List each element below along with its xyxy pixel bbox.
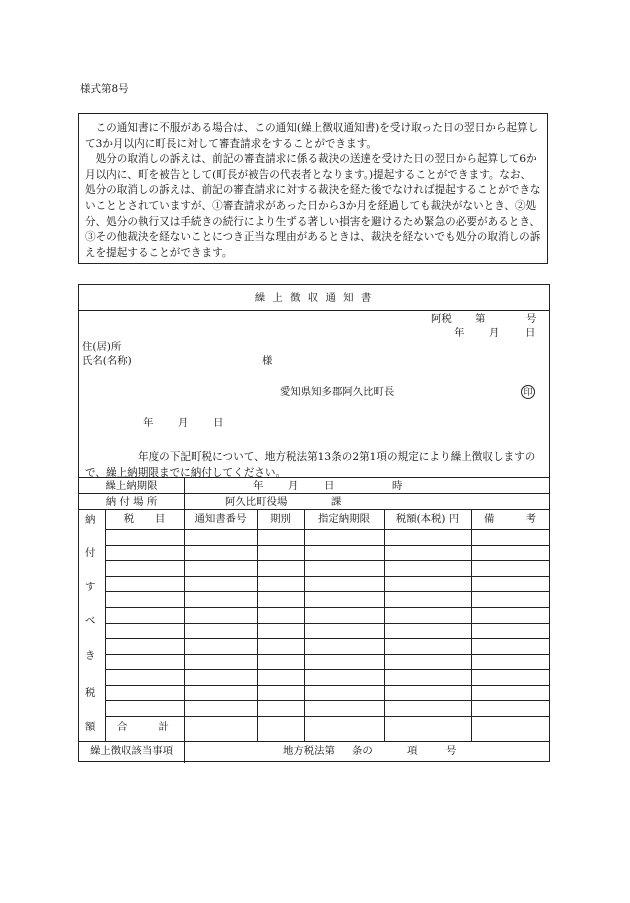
title-divider bbox=[79, 310, 549, 311]
footer-gou: 号 bbox=[446, 745, 457, 757]
date-day: 日 bbox=[213, 417, 224, 429]
row-line bbox=[105, 623, 549, 624]
row-line bbox=[105, 669, 549, 670]
appeal-notice-paragraph-2: 処分の取消しの訴えは、前記の審査請求に係る裁決の送達を受けた日の翌日から起算して6か月以内に、町を被告として(町長が被告の代表者となります。)提起することができます。なお、処分の取消しの訴えは、前記の審査請求に対する裁決を経た後でなければ提起することができないこととされていますが、①審査請求があった日から3か月を経過しても裁決がないとき、②処分、処分の執行又は手続きの続行により生ずる著しい損害を避けるため緊急の必要があるとき、③その他裁決を経ないことにつき正当な理由があるときは、裁決を経ないでも処分の取消しの訴えを提起することができます。 bbox=[85, 153, 541, 259]
header-remarks: 備 考 bbox=[484, 513, 536, 525]
side-char-6: 税 bbox=[85, 687, 96, 699]
notice-body-text: 年度の下記町税について、地方税法第13条の2第1項の規定により繰上徴収しますので、繰上納期限までに納付してください。 bbox=[85, 451, 536, 479]
deadline-day: 日 bbox=[324, 480, 335, 492]
total-label: 合 計 bbox=[117, 721, 169, 733]
col-line-side bbox=[105, 509, 106, 741]
side-char-5: き bbox=[85, 650, 96, 662]
row-line bbox=[105, 545, 549, 546]
deadline-label: 繰上納期限 bbox=[105, 480, 158, 492]
row-line bbox=[105, 591, 549, 592]
appeal-notice-paragraph-1: この通知書に不服がある場合は、この通知(繰上徴収通知書)を受け取った日の翌日から起算して3か月以内に町長に対して審査請求をすることができます。 bbox=[85, 122, 539, 150]
header-period: 期別 bbox=[270, 513, 291, 525]
place-label: 納 付 場 所 bbox=[105, 496, 158, 508]
side-char-4: べ bbox=[85, 615, 96, 627]
row-line-table-top bbox=[79, 509, 549, 510]
date-month: 月 bbox=[178, 417, 189, 429]
header-notice-number: 通知書番号 bbox=[194, 513, 247, 525]
issue-day: 日 bbox=[525, 327, 536, 339]
ref-go: 号 bbox=[526, 313, 537, 325]
footer-jo: 条の bbox=[352, 745, 373, 757]
row-line bbox=[105, 607, 549, 608]
row-line bbox=[105, 716, 549, 717]
ref-prefix: 阿税 bbox=[431, 313, 452, 325]
row-line bbox=[105, 560, 549, 561]
appeal-notice-box bbox=[78, 113, 548, 264]
col-line-2 bbox=[257, 509, 258, 741]
footer-law: 地方税法第 bbox=[283, 745, 335, 757]
place-ka: 課 bbox=[331, 496, 342, 508]
row-line-place-top bbox=[79, 493, 549, 494]
row-line bbox=[105, 638, 549, 639]
col-line-4 bbox=[384, 509, 385, 741]
form-title: 繰 上 徴 収 通 知 書 bbox=[254, 292, 374, 304]
honorific: 様 bbox=[262, 355, 273, 367]
row-line bbox=[105, 529, 549, 530]
header-tax-item: 税 目 bbox=[123, 513, 166, 525]
issue-month: 月 bbox=[489, 327, 500, 339]
header-tax-amount: 税額(本税) 円 bbox=[395, 513, 460, 525]
row-line bbox=[105, 576, 549, 577]
issuer-name: 愛知県知多郡阿久比町長 bbox=[280, 386, 395, 398]
ref-dai: 第 bbox=[475, 313, 486, 325]
seal-mark: 印 bbox=[521, 385, 535, 399]
name-label: 氏名(名称) bbox=[82, 355, 132, 367]
side-char-2: 付 bbox=[85, 547, 96, 559]
collection-notice-form bbox=[78, 284, 550, 762]
deadline-month: 月 bbox=[288, 480, 299, 492]
form-number: 様式第8号 bbox=[80, 83, 129, 95]
row-line bbox=[105, 685, 549, 686]
address-label: 住(居)所 bbox=[82, 341, 122, 353]
row-line bbox=[105, 654, 549, 655]
footer-kou: 項 bbox=[407, 745, 418, 757]
row-line bbox=[105, 700, 549, 701]
date-year: 年 bbox=[143, 417, 154, 429]
col-line-5 bbox=[471, 509, 472, 741]
row-line-deadline-top bbox=[79, 477, 549, 478]
place-value: 阿久比町役場 bbox=[225, 496, 288, 508]
row-line-footer-top bbox=[79, 741, 549, 742]
issue-year: 年 bbox=[454, 327, 465, 339]
side-char-7: 額 bbox=[85, 721, 96, 733]
side-char-3: す bbox=[85, 581, 96, 593]
deadline-hour: 時 bbox=[392, 480, 403, 492]
side-char-1: 納 bbox=[85, 514, 96, 526]
deadline-year: 年 bbox=[253, 480, 264, 492]
col-line-3 bbox=[304, 509, 305, 741]
header-due-date: 指定納期限 bbox=[318, 513, 370, 525]
footer-label: 繰上徴収該当事項 bbox=[89, 745, 174, 757]
